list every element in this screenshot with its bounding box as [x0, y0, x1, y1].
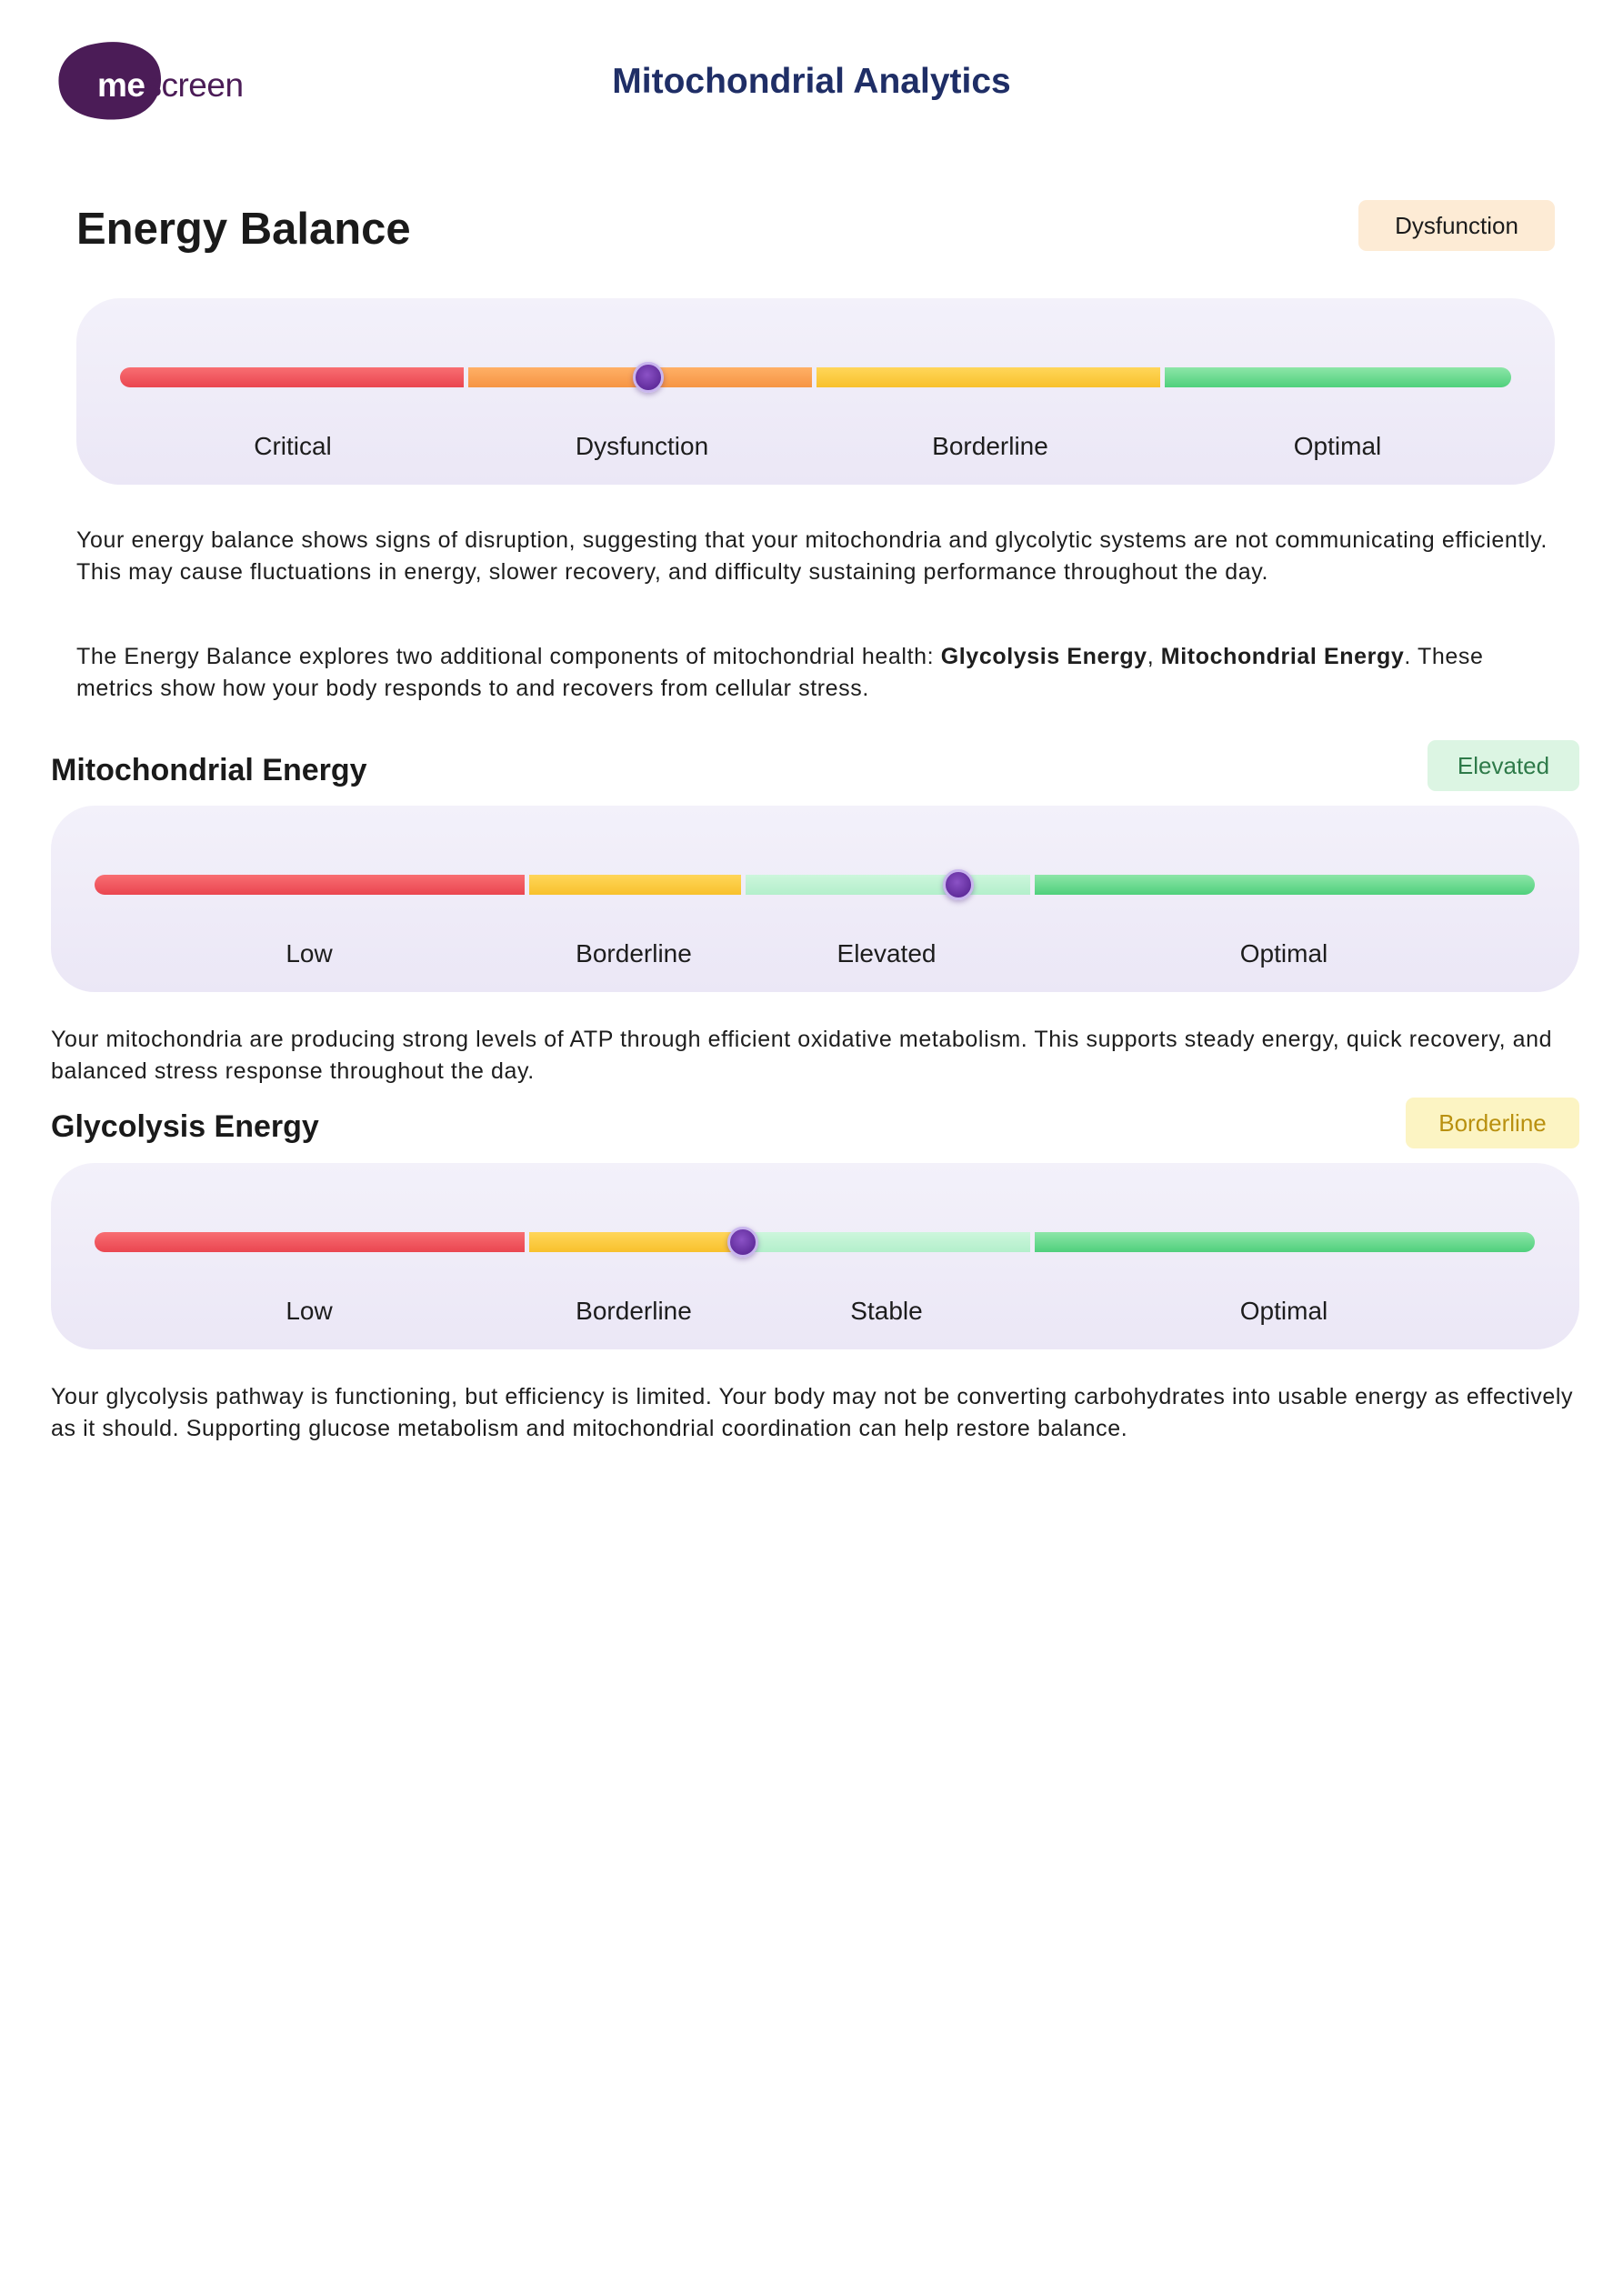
scale-label-elevated: Elevated — [837, 939, 937, 968]
scale-segment-borderline — [529, 1232, 741, 1252]
intro-component-glycolysis: Glycolysis Energy — [940, 644, 1147, 669]
mitochondrial-energy-scale-track — [95, 875, 1535, 895]
scale-segment-optimal — [1035, 875, 1535, 895]
energy-balance-description: Your energy balance shows signs of disruption, suggesting that your mitochondria and glycolytic systems are not communicating efficiently. This may cause fluctuations in energy, slower recovery, and difficulty sustaining performance throughout the day. — [76, 527, 1548, 585]
glycolysis-energy-title: Glycolysis Energy — [51, 1109, 319, 1144]
scale-label-low: Low — [286, 939, 333, 968]
scale-label-borderline: Borderline — [576, 939, 692, 968]
scale-label-borderline: Borderline — [576, 1297, 692, 1325]
glycolysis-energy-scale-card — [51, 1163, 1579, 1349]
scale-label-borderline: Borderline — [932, 432, 1048, 460]
intro-separator: , — [1147, 644, 1161, 669]
mitochondrial-energy-description: Your mitochondria are producing strong levels of ATP through efficient oxidative metabolism. This supports steady energy, quick recovery, and balanced stress response throughout the day. — [51, 1027, 1553, 1084]
mitochondrial-energy-scale-card — [51, 806, 1579, 992]
energy-balance-marker — [633, 362, 664, 393]
scale-segment-stable — [746, 1232, 1030, 1252]
energy-balance-scale-track — [120, 367, 1511, 387]
glycolysis-energy-marker — [727, 1227, 758, 1258]
document-title: Mitochondrial Analytics — [612, 62, 1011, 101]
scale-label-stable: Stable — [850, 1297, 923, 1325]
scale-label-optimal: Optimal — [1239, 1297, 1328, 1325]
glycolysis-energy-scale-track — [95, 1232, 1535, 1252]
scale-label-critical: Critical — [254, 432, 332, 460]
logo-me-text: me — [97, 66, 145, 104]
mitochondrial-energy-title: Mitochondrial Energy — [51, 753, 367, 787]
mitochondrial-energy-marker — [943, 869, 974, 900]
energy-balance-title: Energy Balance — [76, 205, 411, 254]
scale-segment-optimal — [1165, 367, 1511, 387]
scale-label-optimal: Optimal — [1293, 432, 1382, 460]
intro-component-mitochondrial: Mitochondrial Energy — [1160, 644, 1405, 669]
glycolysis-energy-description: Your glycolysis pathway is functioning, but efficiency is limited. Your body may not be converting carbohydrates into usable energy as effectively as it should. Supporting glucose metabolism and mitochondrial coordination can help restore balance. — [51, 1384, 1574, 1441]
scale-segment-critical — [120, 367, 464, 387]
intro-text-before: The Energy Balance explores two additional components of mitochondrial health: — [76, 644, 941, 669]
scale-segment-borderline — [817, 367, 1160, 387]
scale-segment-borderline — [529, 875, 741, 895]
scale-segment-elevated — [746, 875, 1030, 895]
scale-segment-low — [95, 1232, 525, 1252]
scale-segment-optimal — [1035, 1232, 1535, 1252]
scale-segment-low — [95, 875, 525, 895]
scale-label-low: Low — [286, 1297, 333, 1325]
logo-screen-text: screen — [145, 66, 244, 104]
intro-text-after: . These metrics show how your body responds to and recovers from cellular stress. — [76, 644, 1484, 701]
mitochondrial-energy-status-badge: Elevated — [1428, 740, 1579, 791]
energy-balance-status-badge: Dysfunction — [1358, 200, 1555, 251]
energy-balance-scale-card — [76, 298, 1555, 485]
glycolysis-energy-status-badge: Borderline — [1406, 1098, 1579, 1148]
scale-label-optimal: Optimal — [1239, 939, 1328, 968]
scale-label-dysfunction: Dysfunction — [575, 432, 709, 460]
energy-balance-intro — [76, 641, 1549, 705]
